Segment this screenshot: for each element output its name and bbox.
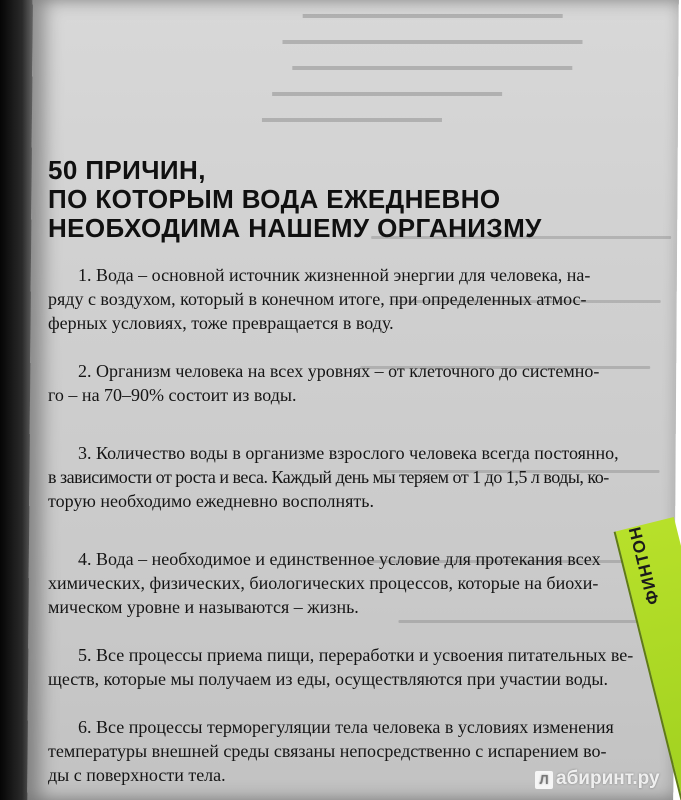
reason-5	[48, 643, 643, 691]
text-line: 6. Все процессы терморегуляции тела человека в условиях изменения	[78, 717, 614, 737]
title-line: 50 ПРИЧИН,	[48, 155, 206, 185]
page-content	[48, 156, 643, 800]
reason-3	[48, 441, 643, 513]
text-line: температуры внешней среды связаны непосредственно с испарением во-	[48, 741, 607, 761]
title-line: НЕОБХОДИМА НАШЕМУ ОРГАНИЗМУ	[48, 213, 542, 243]
show-through-text-top	[262, 0, 613, 140]
watermark-text: абиринт.ру	[556, 768, 660, 789]
title-line: ПО КОТОРЫМ ВОДА ЕЖЕДНЕВНО	[48, 184, 501, 214]
text-line: 5. Все процессы приема пищи, переработки и усвоения питательных ве-	[78, 645, 634, 665]
text-line: мическом уровне и называются – жизнь.	[48, 597, 359, 617]
reason-1	[48, 263, 643, 335]
text-line: химических, физических, биологических процессов, которые на биохи-	[48, 573, 599, 593]
text-line: 1. Вода – основной источник жизненной энергии для человека, на-	[78, 265, 591, 285]
text-line: ферных условиях, тоже превращается в воду.	[48, 313, 394, 333]
labirint-logo-icon: Л	[535, 771, 553, 789]
text-line: ществ, которые мы получаем из еды, осуществляются при участии воды.	[48, 669, 608, 689]
reason-2	[48, 359, 643, 407]
text-line: ды с поверхности тела.	[48, 765, 226, 785]
text-line: го – на 70–90% состоит из воды.	[48, 385, 297, 405]
text-line: торую необходимо ежедневно восполнять.	[48, 491, 374, 511]
chapter-title	[48, 156, 643, 243]
text-line: ряду с воздухом, который в конечном итоге, при определенных атмос-	[48, 289, 587, 309]
text-line: 3. Количество воды в организме взрослого человека всегда постоянно,	[78, 443, 619, 463]
text-line: в зависимости от роста и веса. Каждый день мы теряем от 1 до 1,5 л воды, ко-	[48, 467, 609, 487]
text-line: 2. Организм человека на всех уровнях – от клеточного до системно-	[78, 361, 600, 381]
labirint-watermark	[535, 768, 660, 790]
spine-text: ФИНТОН	[625, 524, 664, 607]
text-line: 4. Вода – необходимое и единственное условие для протекания всех	[78, 549, 601, 569]
reason-4	[48, 547, 643, 619]
